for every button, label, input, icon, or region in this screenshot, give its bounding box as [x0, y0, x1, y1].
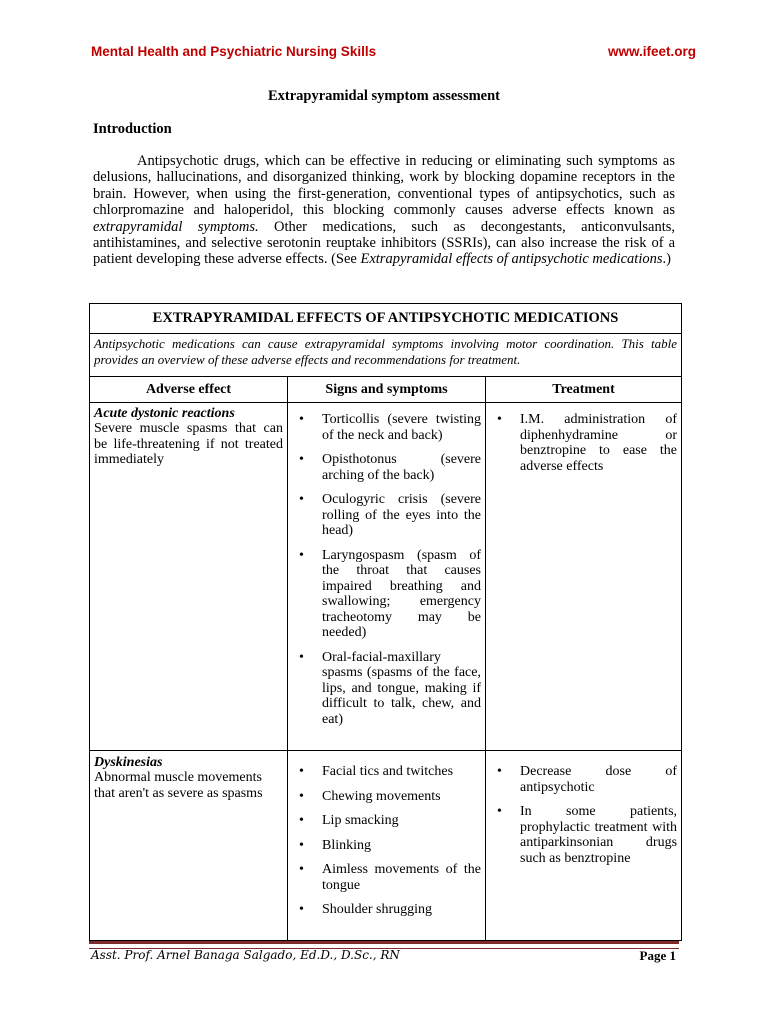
page-number: Page 1 [639, 948, 676, 963]
bullet-icon: • [497, 804, 502, 819]
treatment-cell [486, 403, 682, 751]
list-item [288, 452, 481, 483]
extrapyramidal-effects-table [89, 303, 682, 941]
list-item [288, 862, 481, 893]
list-item [486, 412, 677, 474]
sign-text: Oculogyric crisis (severe rolling of the eyes into the head) [322, 492, 481, 538]
introduction-heading: Introduction [93, 121, 172, 137]
list-item [288, 838, 481, 854]
adverse-effect-description: Abnormal muscle movements that aren't as severe as spasms [94, 770, 263, 801]
list-item [486, 804, 677, 866]
bullet-icon: • [299, 492, 304, 507]
sign-text: Torticollis (severe twisting of the neck and back) [322, 412, 481, 443]
document-title: Extrapyramidal symptom assessment [268, 88, 500, 104]
adverse-effect-description: Severe muscle spasms that can be life-threatening if not treated immediately [94, 421, 283, 468]
page-header [91, 44, 696, 59]
list-item [486, 764, 677, 795]
table-description: Antipsychotic medications can cause extrapyramidal symptoms involving motor coordination. This table provides an overview of these adverse effects and recommendations for treatment. [90, 334, 682, 377]
table-title: EXTRAPYRAMIDAL EFFECTS OF ANTIPSYCHOTIC MEDICATIONS [90, 304, 682, 334]
bullet-icon: • [299, 547, 304, 563]
sign-text: Lip smacking [322, 813, 399, 828]
sign-text: Oral-facial-maxillary spasms (spasms of the face, lips, and tongue, making if difficult to talk, chew, and eat) [322, 649, 481, 727]
sign-text: Chewing movements [322, 788, 441, 804]
bullet-icon: • [299, 452, 304, 467]
treatment-text: Decrease dose of antipsychotic [520, 764, 678, 795]
bullet-icon: • [299, 764, 304, 779]
list-item [288, 902, 481, 918]
signs-cell [288, 751, 486, 941]
bullet-icon: • [497, 764, 502, 779]
table-row [90, 751, 682, 941]
bullet-icon: • [299, 862, 304, 877]
sign-text: Shoulder shrugging [322, 902, 433, 917]
page-footer [91, 948, 676, 964]
column-header-adverse-effect: Adverse effect [90, 377, 288, 403]
intro-text-3: .) [662, 251, 671, 268]
sign-text: Laryngospasm (spasm of the throat that causes impaired breathing and swallowing; emergency tracheotomy may be needed) [322, 547, 481, 640]
bullet-icon: • [299, 649, 304, 665]
header-website-link[interactable]: www.ifeet.org [607, 44, 696, 59]
intro-emphasis-2: Extrapyramidal effects of antipsychotic medications [360, 251, 663, 268]
list-item [288, 813, 481, 829]
list-item [288, 548, 481, 641]
sign-text: Aimless movements of the tongue [322, 862, 481, 893]
bullet-icon: • [299, 837, 304, 853]
treatment-text: I.M. administration of diphenhydramine or benztropine to ease the adverse effects [520, 412, 678, 474]
header-publication-title: Mental Health and Psychiatric Nursing Skills [91, 44, 377, 59]
treatment-cell [486, 751, 682, 941]
footer-author: Asst. Prof. Arnel Banaga Salgado, Ed.D., D.Sc., RN [91, 948, 400, 962]
treatment-text: In some patients, prophylactic treatment with antiparkinsonian drugs such as benztropine [520, 804, 678, 866]
adverse-effect-cell [90, 751, 288, 941]
bullet-icon: • [299, 902, 304, 917]
table-row [90, 403, 682, 751]
list-item [288, 789, 481, 805]
intro-text-2: Other medications, such as decongestants, anticonvulsants, antihistamines, and selective serotonin reuptake inhibitors (SSRIs), can also increase the risk of a patient developing these adverse effects. (See [93, 218, 675, 268]
list-item [288, 650, 481, 728]
list-item [288, 764, 481, 780]
bullet-icon: • [299, 412, 304, 427]
list-item [288, 492, 481, 539]
adverse-effect-cell [90, 403, 288, 751]
introduction-paragraph [93, 153, 675, 268]
sign-text: Blinking [322, 837, 372, 853]
sign-text: Opisthotonus (severe arching of the back) [322, 452, 481, 483]
intro-emphasis-1: extrapyramidal symptoms. [93, 218, 259, 235]
bullet-icon: • [299, 788, 304, 804]
adverse-effect-name: Dyskinesias [94, 755, 163, 770]
list-item [288, 412, 481, 443]
bullet-icon: • [299, 813, 304, 828]
signs-cell [288, 403, 486, 751]
column-header-signs-symptoms: Signs and symptoms [288, 377, 486, 403]
column-header-treatment: Treatment [486, 377, 682, 403]
intro-text-1: Antipsychotic drugs, which can be effective in reducing or eliminating such symptoms as delusions, hallucinations, and disorganized thinking, work by blocking dopamine receptors in the brain. However, when using the first-generation, conventional types of antipsychotics, such as chlorpromazine and haloperidol, this blocking commonly causes adverse effects known as [93, 153, 675, 219]
bullet-icon: • [497, 412, 502, 427]
adverse-effect-name: Acute dystonic reactions [94, 406, 235, 421]
sign-text: Facial tics and twitches [322, 764, 454, 779]
